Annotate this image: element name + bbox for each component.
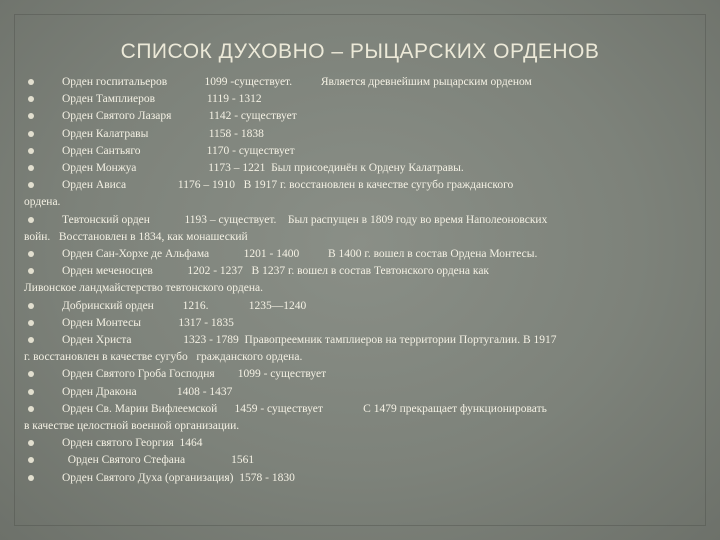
bullet-icon <box>28 96 34 102</box>
list-item-text: Орден Калатравы 1158 - 1838 <box>62 127 264 140</box>
list-item <box>24 143 704 160</box>
list-item <box>24 401 704 435</box>
list-item <box>24 263 704 297</box>
bullet-icon <box>28 113 34 119</box>
bullet-icon <box>28 440 34 446</box>
bullet-icon <box>28 79 34 85</box>
list-item-text: Орден Тамплиеров 1119 - 1312 <box>62 93 262 106</box>
bullet-icon <box>28 217 34 223</box>
list-item <box>24 160 704 177</box>
list-item-text: Орден Ависа 1176 – 1910 В 1917 г. восстановлен в качестве сугубо гражданского <box>62 179 514 192</box>
list-item-text: Орден Сантьяго 1170 - существует <box>62 144 295 157</box>
list-item-text: Орден Св. Марии Вифлеемской 1459 - существует С 1479 прекращает функционировать <box>62 402 547 415</box>
bullet-icon <box>28 389 34 395</box>
list-item-continuation: войн. Восстановлен в 1834, как монашеский <box>24 230 248 243</box>
list-item <box>24 74 704 91</box>
bullet-icon <box>28 371 34 377</box>
list-item-text: Орден Святого Гроба Господня 1099 - существует <box>62 368 327 381</box>
bullet-icon <box>28 320 34 326</box>
list-item-text: Тевтонский орден 1193 – существует. Был распущен в 1809 году во время Наполеоновских <box>62 213 548 226</box>
bullet-icon <box>28 251 34 257</box>
list-item <box>24 452 704 469</box>
bullet-icon <box>28 148 34 154</box>
list-item <box>24 366 704 383</box>
list-item <box>24 177 704 211</box>
list-item <box>24 126 704 143</box>
list-item-text: Орден меченосцев 1202 - 1237 В 1237 г. вошел в состав Тевтонского ордена как <box>62 265 490 278</box>
bullet-icon <box>28 475 34 481</box>
bullet-icon <box>28 182 34 188</box>
list-item <box>24 435 704 452</box>
list-item-continuation: г. восстановлен в качестве сугубо гражданского ордена. <box>24 351 303 364</box>
list-item <box>24 332 704 366</box>
list-item <box>24 212 704 246</box>
list-item-continuation: ордена. <box>24 196 61 209</box>
list-item-text: Орден Сан-Хорхе де Альфама 1201 - 1400 В 1400 г. вошел в состав Ордена Монтесы. <box>62 248 538 261</box>
list-item <box>24 384 704 401</box>
list-item-continuation: Ливонское ландмайстерство тевтонского ордена. <box>24 282 263 295</box>
list-item-text: Орден Монжуа 1173 – 1221 Был присоединён к Ордену Калатравы. <box>62 162 464 175</box>
list-item <box>24 315 704 332</box>
list-item-text: Добринский орден 1216. 1235—1240 <box>62 299 307 312</box>
bullet-icon <box>28 406 34 412</box>
bullet-icon <box>28 131 34 137</box>
list-item-continuation: в качестве целостной военной организации. <box>24 420 240 433</box>
orders-list <box>24 74 704 487</box>
list-item-text: Орден Христа 1323 - 1789 Правопреемник тамплиеров на территории Португалии. В 1917 <box>62 334 557 347</box>
list-item-text: Орден Монтесы 1317 - 1835 <box>62 316 234 329</box>
list-item-text: Орден госпитальеров 1099 -существует. Является древнейшим рыцарским орденом <box>62 76 532 88</box>
list-item-text: Орден святого Георгия 1464 <box>62 437 203 450</box>
bullet-icon <box>28 303 34 309</box>
bullet-icon <box>28 337 34 343</box>
list-item-text: Орден Святого Стефана 1561 <box>62 454 255 467</box>
bullet-icon <box>28 165 34 171</box>
list-item-text: Орден Святого Лазаря 1142 - существует <box>62 110 297 123</box>
list-item-text: Орден Святого Духа (организация) 1578 - 1830 <box>62 471 295 484</box>
list-item <box>24 298 704 315</box>
page-title: СПИСОК ДУХОВНО – РЫЦАРСКИХ ОРДЕНОВ <box>120 40 600 63</box>
bullet-icon <box>28 268 34 274</box>
list-item <box>24 246 704 263</box>
list-item <box>24 91 704 108</box>
bullet-icon <box>28 457 34 463</box>
list-item <box>24 470 704 487</box>
list-item-text: Орден Дракона 1408 - 1437 <box>62 385 233 398</box>
list-item <box>24 108 704 125</box>
